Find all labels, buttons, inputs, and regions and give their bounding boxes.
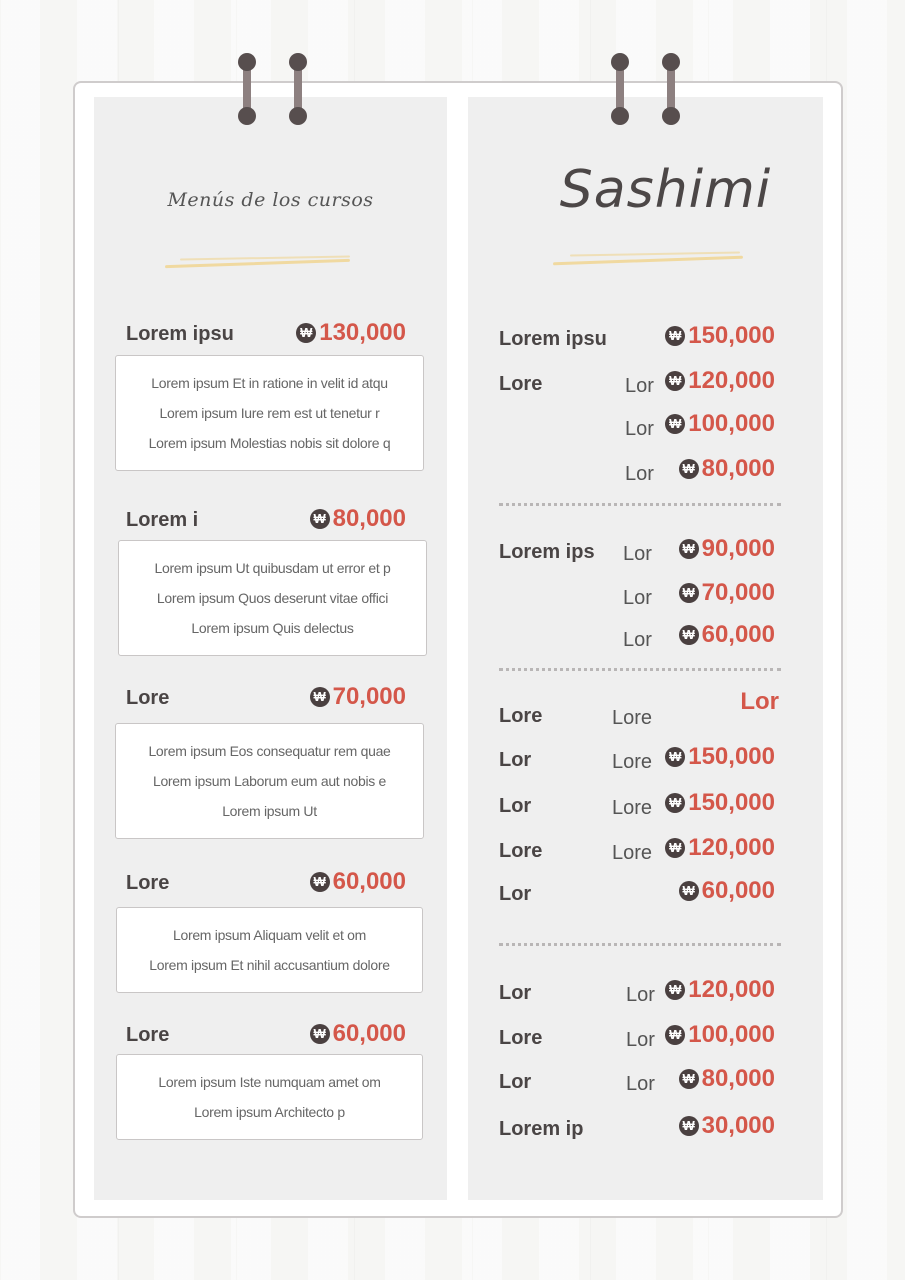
won-icon: ₩ [665, 371, 685, 391]
course-description-line: Lorem ipsum Quos deserunt vitae offici [156, 590, 389, 606]
won-icon: ₩ [679, 1116, 699, 1136]
sashimi-item-portion: Lor [626, 1029, 655, 1051]
sashimi-item-price [740, 688, 779, 716]
course-description-line: Lorem ipsum Ut quibusdam ut error et p [154, 560, 391, 576]
sashimi-item-name: Lore [499, 705, 543, 727]
sashimi-item-name: Lorem ips [499, 541, 595, 563]
sashimi-item-price [665, 367, 775, 395]
course-price [310, 1020, 406, 1048]
price-value: 80,000 [701, 455, 775, 482]
sashimi-item-name: Lore [499, 840, 543, 862]
course-description-line: Lorem ipsum Iure rem est ut tenetur r [159, 405, 380, 421]
price-value: 90,000 [701, 535, 775, 562]
won-icon: ₩ [679, 1069, 699, 1089]
sashimi-item-portion: Lor [626, 984, 655, 1006]
sashimi-item-price [665, 789, 775, 817]
course-description-box [116, 907, 423, 993]
won-icon: ₩ [679, 625, 699, 645]
sashimi-item-name: Lor [499, 982, 532, 1004]
sashimi-item-price [665, 834, 775, 862]
won-icon: ₩ [679, 539, 699, 559]
course-description-line: Lorem ipsum Molestias nobis sit dolore q [148, 435, 391, 451]
price-value: 60,000 [332, 868, 406, 895]
won-icon: ₩ [679, 881, 699, 901]
course-price [296, 319, 406, 347]
sashimi-item-name: Lor [499, 1071, 532, 1093]
course-price [310, 683, 406, 711]
won-icon: ₩ [310, 872, 330, 892]
sashimi-item-price [679, 1065, 775, 1093]
price-value: 130,000 [319, 319, 406, 346]
price-value: 60,000 [701, 877, 775, 904]
binder-ring-icon [238, 53, 256, 125]
won-icon: ₩ [665, 1025, 685, 1045]
dotted-divider [499, 668, 781, 671]
course-name: Lore [126, 687, 170, 709]
price-value: Lor [740, 688, 779, 715]
won-icon: ₩ [665, 747, 685, 767]
sashimi-item-price [679, 877, 775, 905]
won-icon: ₩ [665, 838, 685, 858]
won-icon: ₩ [296, 323, 316, 343]
course-description-box [115, 723, 424, 839]
course-description-box [118, 540, 427, 656]
price-value: 150,000 [688, 322, 775, 349]
won-icon: ₩ [665, 414, 685, 434]
course-description-box [115, 355, 424, 471]
price-value: 100,000 [688, 1021, 775, 1048]
course-description-line: Lorem ipsum Iste numquam amet om [158, 1074, 381, 1090]
dotted-divider [499, 503, 781, 506]
price-value: 150,000 [688, 743, 775, 770]
sashimi-item-name: Lore [499, 373, 543, 395]
won-icon: ₩ [665, 793, 685, 813]
course-name: Lore [126, 872, 170, 894]
sashimi-item-portion: Lor [623, 543, 652, 565]
won-icon: ₩ [679, 583, 699, 603]
price-value: 80,000 [701, 1065, 775, 1092]
won-icon: ₩ [310, 509, 330, 529]
binder-ring-icon [611, 53, 629, 125]
price-value: 70,000 [701, 579, 775, 606]
price-value: 120,000 [688, 976, 775, 1003]
course-name: Lorem ipsu [126, 323, 234, 345]
price-value: 30,000 [701, 1112, 775, 1139]
price-value: 150,000 [688, 789, 775, 816]
won-icon: ₩ [310, 687, 330, 707]
sashimi-item-name: Lorem ipsu [499, 328, 607, 350]
won-icon: ₩ [665, 326, 685, 346]
course-price [310, 868, 406, 896]
course-description-line: Lorem ipsum Et in ratione in velit id atqu [151, 375, 388, 391]
course-description-line: Lorem ipsum Architecto p [194, 1104, 345, 1120]
sashimi-item-portion: Lor [626, 1073, 655, 1095]
sashimi-item-name: Lor [499, 749, 532, 771]
course-description-line: Lorem ipsum Eos consequatur rem quae [148, 743, 391, 759]
sashimi-item-price [665, 322, 775, 350]
sashimi-item-price [679, 579, 775, 607]
price-value: 100,000 [688, 410, 775, 437]
price-value: 60,000 [332, 1020, 406, 1047]
sashimi-item-price [679, 455, 775, 483]
price-value: 60,000 [701, 621, 775, 648]
sashimi-item-price [679, 535, 775, 563]
won-icon: ₩ [679, 459, 699, 479]
course-name: Lore [126, 1024, 170, 1046]
sashimi-item-portion: Lore [612, 751, 653, 773]
course-description-line: Lorem ipsum Laborum eum aut nobis e [152, 773, 387, 789]
sashimi-item-portion: Lor [625, 418, 654, 440]
course-price [310, 505, 406, 533]
sashimi-item-portion: Lor [623, 587, 652, 609]
sashimi-item-portion: Lore [612, 842, 653, 864]
sashimi-item-portion: Lor [625, 463, 654, 485]
course-description-line: Lorem ipsum Aliquam velit et om [172, 927, 366, 943]
course-description-line: Lorem ipsum Ut [222, 803, 317, 819]
price-value: 120,000 [688, 834, 775, 861]
binder-ring-icon [289, 53, 307, 125]
sashimi-item-portion: Lor [625, 375, 654, 397]
sashimi-item-name: Lor [499, 795, 532, 817]
sashimi-item-name: Lore [499, 1027, 543, 1049]
courses-title: Menús de los cursos [167, 189, 374, 211]
sashimi-item-name: Lor [499, 883, 532, 905]
sashimi-item-price [665, 743, 775, 771]
binder-ring-icon [662, 53, 680, 125]
price-value: 120,000 [688, 367, 775, 394]
sashimi-item-portion: Lor [623, 629, 652, 651]
sashimi-item-price [665, 1021, 775, 1049]
course-description-line: Lorem ipsum Quis delectus [191, 620, 354, 636]
sashimi-item-name: Lorem ip [499, 1118, 584, 1140]
won-icon: ₩ [665, 980, 685, 1000]
sashimi-item-price [679, 621, 775, 649]
won-icon: ₩ [310, 1024, 330, 1044]
sashimi-item-portion: Lore [612, 707, 653, 729]
course-description-box [116, 1054, 423, 1140]
course-description-line: Lorem ipsum Et nihil accusantium dolore [149, 957, 390, 973]
sashimi-title: Sashimi [559, 160, 772, 220]
sashimi-item-portion: Lore [612, 797, 653, 819]
price-value: 80,000 [332, 505, 406, 532]
sashimi-item-price [679, 1112, 775, 1140]
dotted-divider [499, 943, 781, 946]
course-name: Lorem i [126, 509, 199, 531]
sashimi-item-price [665, 976, 775, 1004]
sashimi-item-price [665, 410, 775, 438]
price-value: 70,000 [332, 683, 406, 710]
